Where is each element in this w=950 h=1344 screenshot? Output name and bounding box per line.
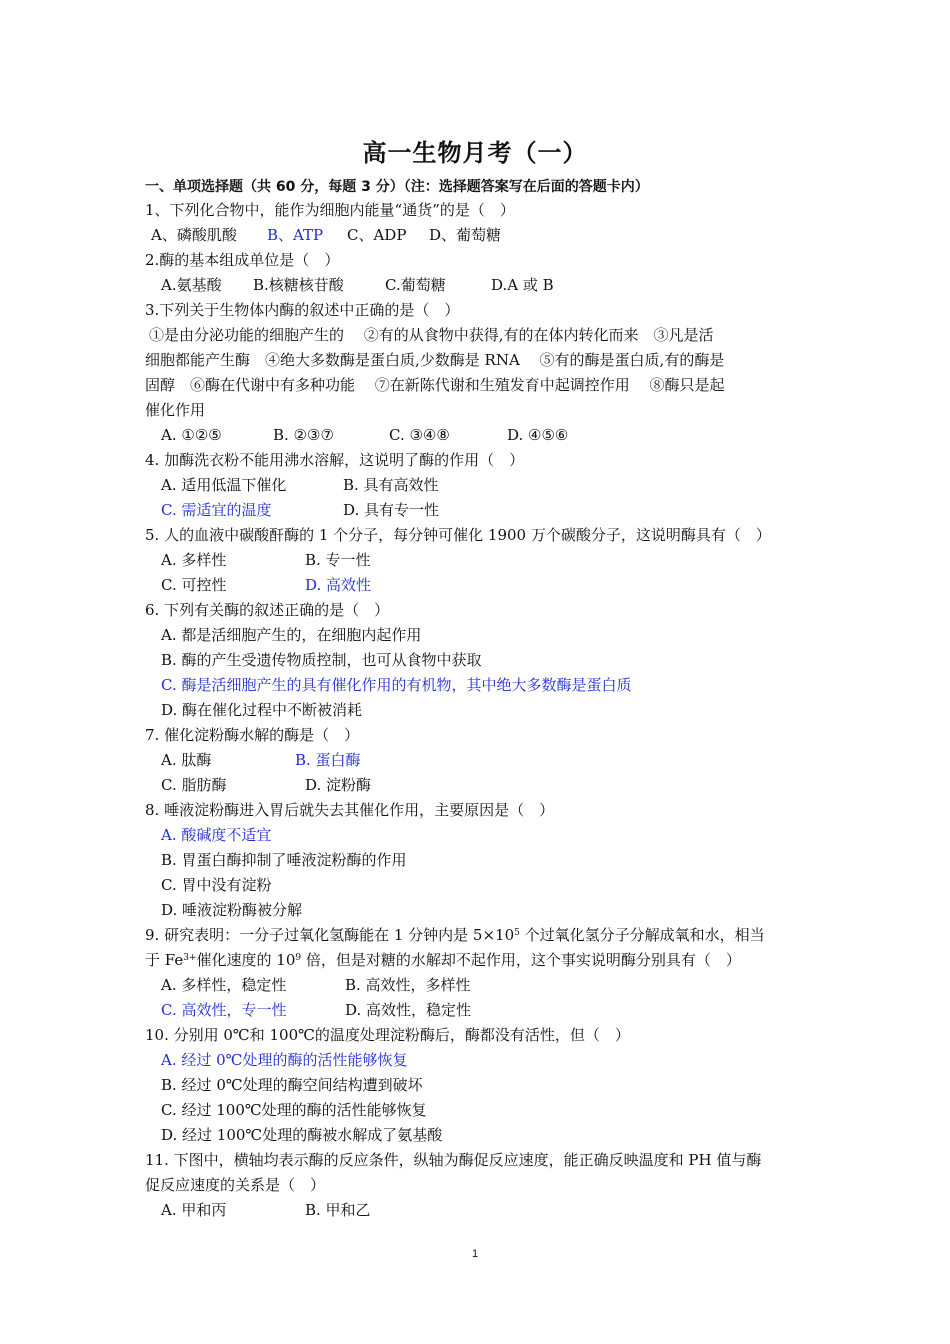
option-b: B. 胃蛋白酶抑制了唾液淀粉酶的作用 bbox=[161, 851, 407, 869]
question-3-options bbox=[145, 423, 811, 448]
option-a: A.氨基酸 bbox=[161, 276, 222, 294]
option-a-answer: A. 酸碱度不适宜 bbox=[161, 826, 272, 844]
stem-text: 9. 研究表明：一分子过氧化氢酶能在 1 分钟内是 5×10 bbox=[145, 926, 515, 944]
option-a: A. 肽酶 bbox=[161, 751, 212, 769]
option-a: A. 都是活细胞产生的，在细胞内起作用 bbox=[161, 626, 422, 644]
question-2-stem: 2.酶的基本组成单位是（ ） bbox=[145, 251, 340, 269]
question-11-stem: 11. 下图中，横轴均表示酶的反应条件，纵轴为酶促反应速度，能正确反映温度和 PH 值与酶 bbox=[145, 1151, 762, 1169]
question-5-options bbox=[145, 548, 811, 573]
option-b: B. 具有高效性 bbox=[343, 476, 439, 494]
option-a: A、磷酸肌酸 bbox=[151, 226, 237, 244]
question-9-options bbox=[145, 973, 811, 998]
stem-text: 催化速度的 10 bbox=[196, 951, 296, 969]
question-11-options bbox=[145, 1198, 811, 1223]
question-3-statement-line: 催化作用 bbox=[145, 401, 206, 419]
question-5-stem: 5. 人的血液中碳酸酐酶的 1 个分子，每分钟可催化 1900 万个碳酸分子，这说明酶具有（ ） bbox=[145, 526, 771, 544]
option-d: D.A 或 B bbox=[491, 276, 554, 294]
question-7-options bbox=[145, 773, 811, 798]
option-a: A. 多样性，稳定性 bbox=[161, 976, 287, 994]
question-3-stem: 3.下列关于生物体内酶的叙述中正确的是（ ） bbox=[145, 301, 460, 319]
option-d-answer: D. 高效性 bbox=[305, 576, 372, 594]
stem-text: 倍，但是对糖的水解却不起作用，这个事实说明酶分别具有（ ） bbox=[301, 951, 741, 969]
section-heading: 一、单项选择题（共 60 分，每题 3 分）（注：选择题答案写在后面的答题卡内） bbox=[145, 179, 649, 195]
option-d: D. 酶在催化过程中不断被消耗 bbox=[161, 701, 363, 719]
question-11-stem: 促反应速度的关系是（ ） bbox=[145, 1176, 326, 1194]
question-4-stem: 4. 加酶洗衣粉不能用沸水溶解，这说明了酶的作用（ ） bbox=[145, 451, 525, 469]
question-3-statement-line: 固醇 ⑥酶在代谢中有多种功能 ⑦在新陈代谢和生殖发育中起调控作用 ⑧酶只是起 bbox=[145, 376, 725, 394]
option-d: D、葡萄糖 bbox=[429, 226, 502, 244]
option-d: D. 具有专一性 bbox=[343, 501, 440, 519]
option-c: C. ③④⑧ bbox=[389, 426, 450, 444]
question-7-stem: 7. 催化淀粉酶水解的酶是（ ） bbox=[145, 726, 360, 744]
option-c: C. 可控性 bbox=[161, 576, 227, 594]
question-1-stem: 1、下列化合物中，能作为细胞内能量“通货”的是（ ） bbox=[145, 201, 515, 219]
option-c: C、ADP bbox=[347, 226, 407, 244]
page-number: 1 bbox=[471, 1248, 479, 1260]
option-a: A. ①②⑤ bbox=[161, 426, 222, 444]
option-a: A. 多样性 bbox=[161, 551, 227, 569]
question-1-options bbox=[145, 223, 811, 248]
question-9-options bbox=[145, 998, 811, 1023]
option-c-answer: C. 酶是活细胞产生的具有催化作用的有机物，其中绝大多数酶是蛋白质 bbox=[161, 676, 632, 694]
option-a: A. 甲和丙 bbox=[161, 1201, 227, 1219]
option-a: A. 适用低温下催化 bbox=[161, 476, 287, 494]
option-b: B.核糖核苷酸 bbox=[253, 276, 344, 294]
option-d: D. 淀粉酶 bbox=[305, 776, 372, 794]
option-b: B. ②③⑦ bbox=[273, 426, 334, 444]
option-d: D. 唾液淀粉酶被分解 bbox=[161, 901, 303, 919]
question-2-options bbox=[145, 273, 811, 298]
option-c-answer: C. 高效性，专一性 bbox=[161, 1001, 287, 1019]
question-9-stem bbox=[145, 923, 811, 948]
stem-text: 个过氧化氢分子分解成氧和水，相当 bbox=[519, 926, 765, 944]
superscript: 3+ bbox=[183, 953, 197, 963]
option-b-answer: B. 蛋白酶 bbox=[295, 751, 361, 769]
question-8-stem: 8. 唾液淀粉酶进入胃后就失去其催化作用，主要原因是（ ） bbox=[145, 801, 555, 819]
page-title: 高一生物月考（一） bbox=[362, 139, 588, 167]
option-c: C.葡萄糖 bbox=[385, 276, 446, 294]
question-5-options bbox=[145, 573, 811, 598]
option-d: D. 高效性，稳定性 bbox=[345, 1001, 472, 1019]
question-4-options bbox=[145, 498, 811, 523]
option-b: B. 甲和乙 bbox=[305, 1201, 371, 1219]
question-7-options bbox=[145, 748, 811, 773]
option-c-answer: C. 需适宜的温度 bbox=[161, 501, 272, 519]
option-d: D. ④⑤⑥ bbox=[507, 426, 569, 444]
option-c: C. 胃中没有淀粉 bbox=[161, 876, 272, 894]
question-4-options bbox=[145, 473, 811, 498]
question-3-statement-line: 细胞都能产生酶 ④绝大多数酶是蛋白质,少数酶是 RNA ⑤有的酶是蛋白质,有的酶是 bbox=[145, 351, 725, 369]
question-3-statement-line: ①是由分泌功能的细胞产生的 ②有的从食物中获得,有的在体内转化而来 ③凡是活 bbox=[149, 326, 714, 344]
option-b: B. 专一性 bbox=[305, 551, 371, 569]
option-b: B. 高效性，多样性 bbox=[345, 976, 471, 994]
option-c: C. 经过 100℃处理的酶的活性能够恢复 bbox=[161, 1101, 427, 1119]
question-10-stem: 10. 分别用 0℃和 100℃的温度处理淀粉酶后，酶都没有活性，但（ ） bbox=[145, 1026, 630, 1044]
stem-text: 于 Fe bbox=[145, 951, 184, 969]
superscript: 9 bbox=[295, 953, 302, 963]
superscript: 5 bbox=[514, 928, 520, 938]
option-a-answer: A. 经过 0℃处理的酶的活性能够恢复 bbox=[161, 1051, 408, 1069]
option-c: C. 脂肪酶 bbox=[161, 776, 227, 794]
question-list bbox=[145, 198, 811, 1223]
option-b-answer: B、ATP bbox=[267, 226, 324, 244]
option-b: B. 酶的产生受遗传物质控制，也可从食物中获取 bbox=[161, 651, 482, 669]
question-9-stem bbox=[145, 948, 811, 973]
option-d: D. 经过 100℃处理的酶被水解成了氨基酸 bbox=[161, 1126, 443, 1144]
option-b: B. 经过 0℃处理的酶空间结构遭到破坏 bbox=[161, 1076, 423, 1094]
question-6-stem: 6. 下列有关酶的叙述正确的是（ ） bbox=[145, 601, 390, 619]
